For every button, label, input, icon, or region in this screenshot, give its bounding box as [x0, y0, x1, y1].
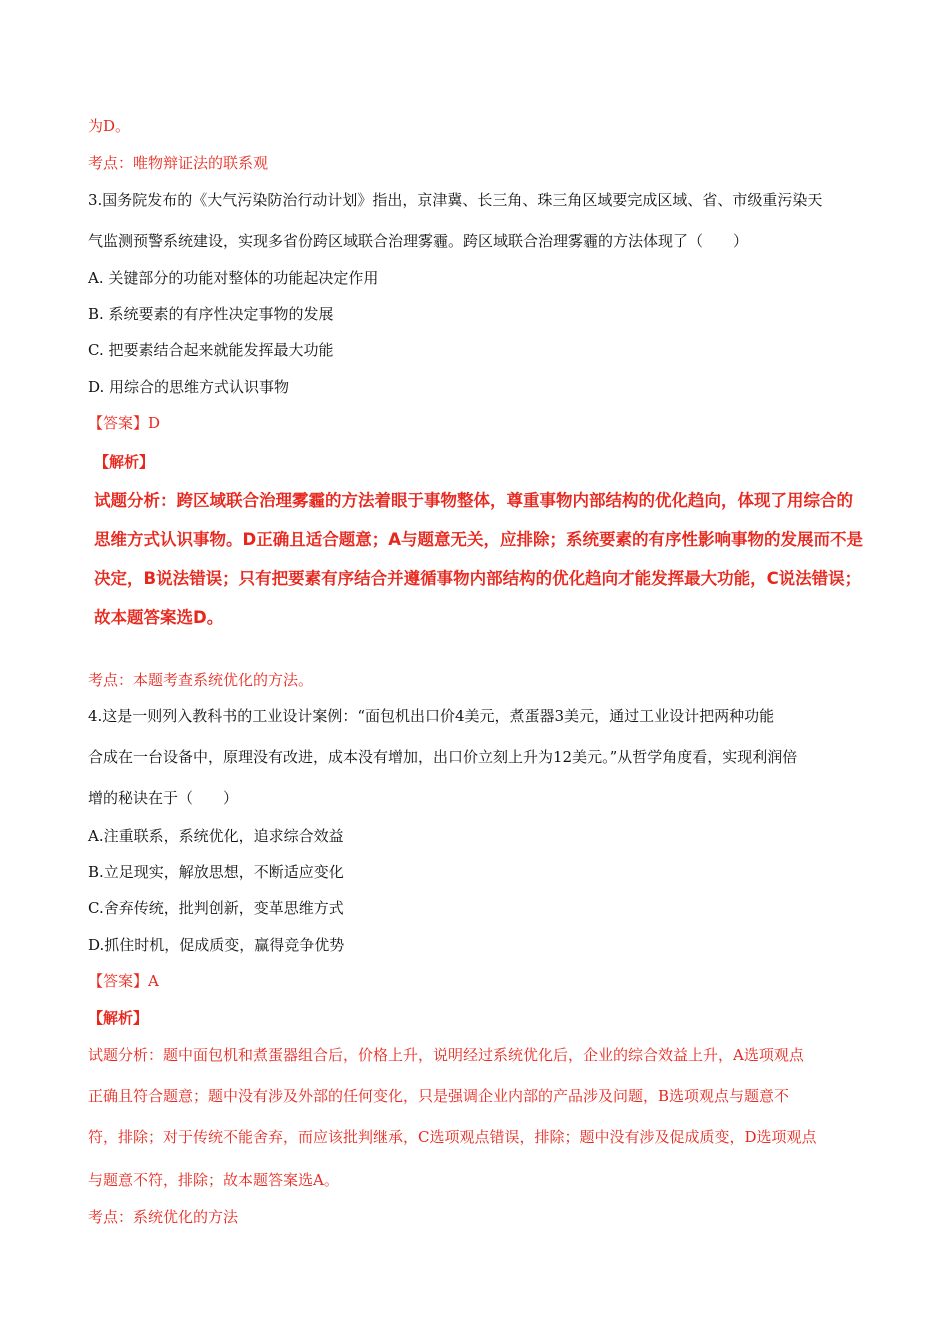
q4-option-a: A.注重联系，系统优化，追求综合效益	[88, 827, 344, 845]
q3-answer: 【答案】D	[88, 414, 161, 432]
q3-stem-line-1: 3.国务院发布的《大气污染防治行动计划》指出，京津冀、长三角、珠三角区域要完成区域、省、市级重污染天	[88, 191, 823, 209]
q4-option-c: C.舍弃传统，批判创新，变革思维方式	[88, 899, 344, 917]
q3-analysis-line-2: 思维方式认识事物。D正确且适合题意；A与题意无关，应排除；系统要素的有序性影响事物的发展而不是	[94, 530, 863, 549]
q3-analysis-line-1: 试题分析：跨区域联合治理雾霾的方法着眼于事物整体，尊重事物内部结构的优化趋向，体现了用综合的	[94, 491, 853, 510]
q3-option-a: A. 关键部分的功能对整体的功能起决定作用	[88, 269, 379, 287]
q4-analysis-label: 【解析】	[88, 1009, 149, 1027]
q4-kaodian: 考点：系统优化的方法	[88, 1208, 239, 1226]
q3-analysis-label: 【解析】	[94, 453, 155, 471]
q4-answer: 【答案】A	[88, 972, 159, 990]
q3-option-d: D. 用综合的思维方式认识事物	[88, 378, 290, 396]
q4-option-b: B.立足现实，解放思想，不断适应变化	[88, 863, 344, 881]
q4-stem-line-1: 4.这是一则列入教科书的工业设计案例：“面包机出口价4美元，煮蛋器3美元，通过工业设计把两种功能	[88, 707, 775, 725]
q4-option-d: D.抓住时机，促成质变，赢得竞争优势	[88, 936, 345, 954]
q4-analysis-line-1: 试题分析：题中面包机和煮蛋器组合后，价格上升，说明经过系统优化后，企业的综合效益上升，A选项观点	[88, 1046, 804, 1064]
q4-analysis-line-4: 与题意不符，排除；故本题答案选A。	[88, 1171, 339, 1189]
q3-stem-line-2: 气监测预警系统建设，实现多省份跨区域联合治理雾霾。跨区域联合治理雾霾的方法体现了（ ）	[88, 232, 749, 250]
q4-analysis-line-3: 符，排除；对于传统不能舍弃，而应该批判继承，C选项观点错误，排除；题中没有涉及促成质变，D选项观点	[88, 1128, 817, 1146]
q3-analysis-line-4: 故本题答案选D。	[94, 608, 224, 627]
q3-option-c: C. 把要素结合起来就能发挥最大功能	[88, 341, 334, 359]
q3-kaodian: 考点：本题考查系统优化的方法。	[88, 671, 314, 689]
q3-option-b: B. 系统要素的有序性决定事物的发展	[88, 305, 334, 323]
q3-analysis-line-3: 决定，B说法错误；只有把要素有序结合并遵循事物内部结构的优化趋向才能发挥最大功能，C说法错误；	[94, 569, 862, 588]
q4-analysis-line-2: 正确且符合题意；题中没有涉及外部的任何变化，只是强调企业内部的产品涉及问题，B选项观点与题意不	[88, 1087, 790, 1105]
q4-stem-line-2: 合成在一台设备中，原理没有改进，成本没有增加，出口价立刻上升为12美元。”从哲学角度看，实现利润倍	[88, 748, 798, 766]
q2-kaodian: 考点：唯物辩证法的联系观	[88, 154, 269, 172]
q4-stem-line-3: 增的秘诀在于（ ）	[88, 789, 239, 807]
q2-answer-end: 为D。	[88, 117, 131, 135]
